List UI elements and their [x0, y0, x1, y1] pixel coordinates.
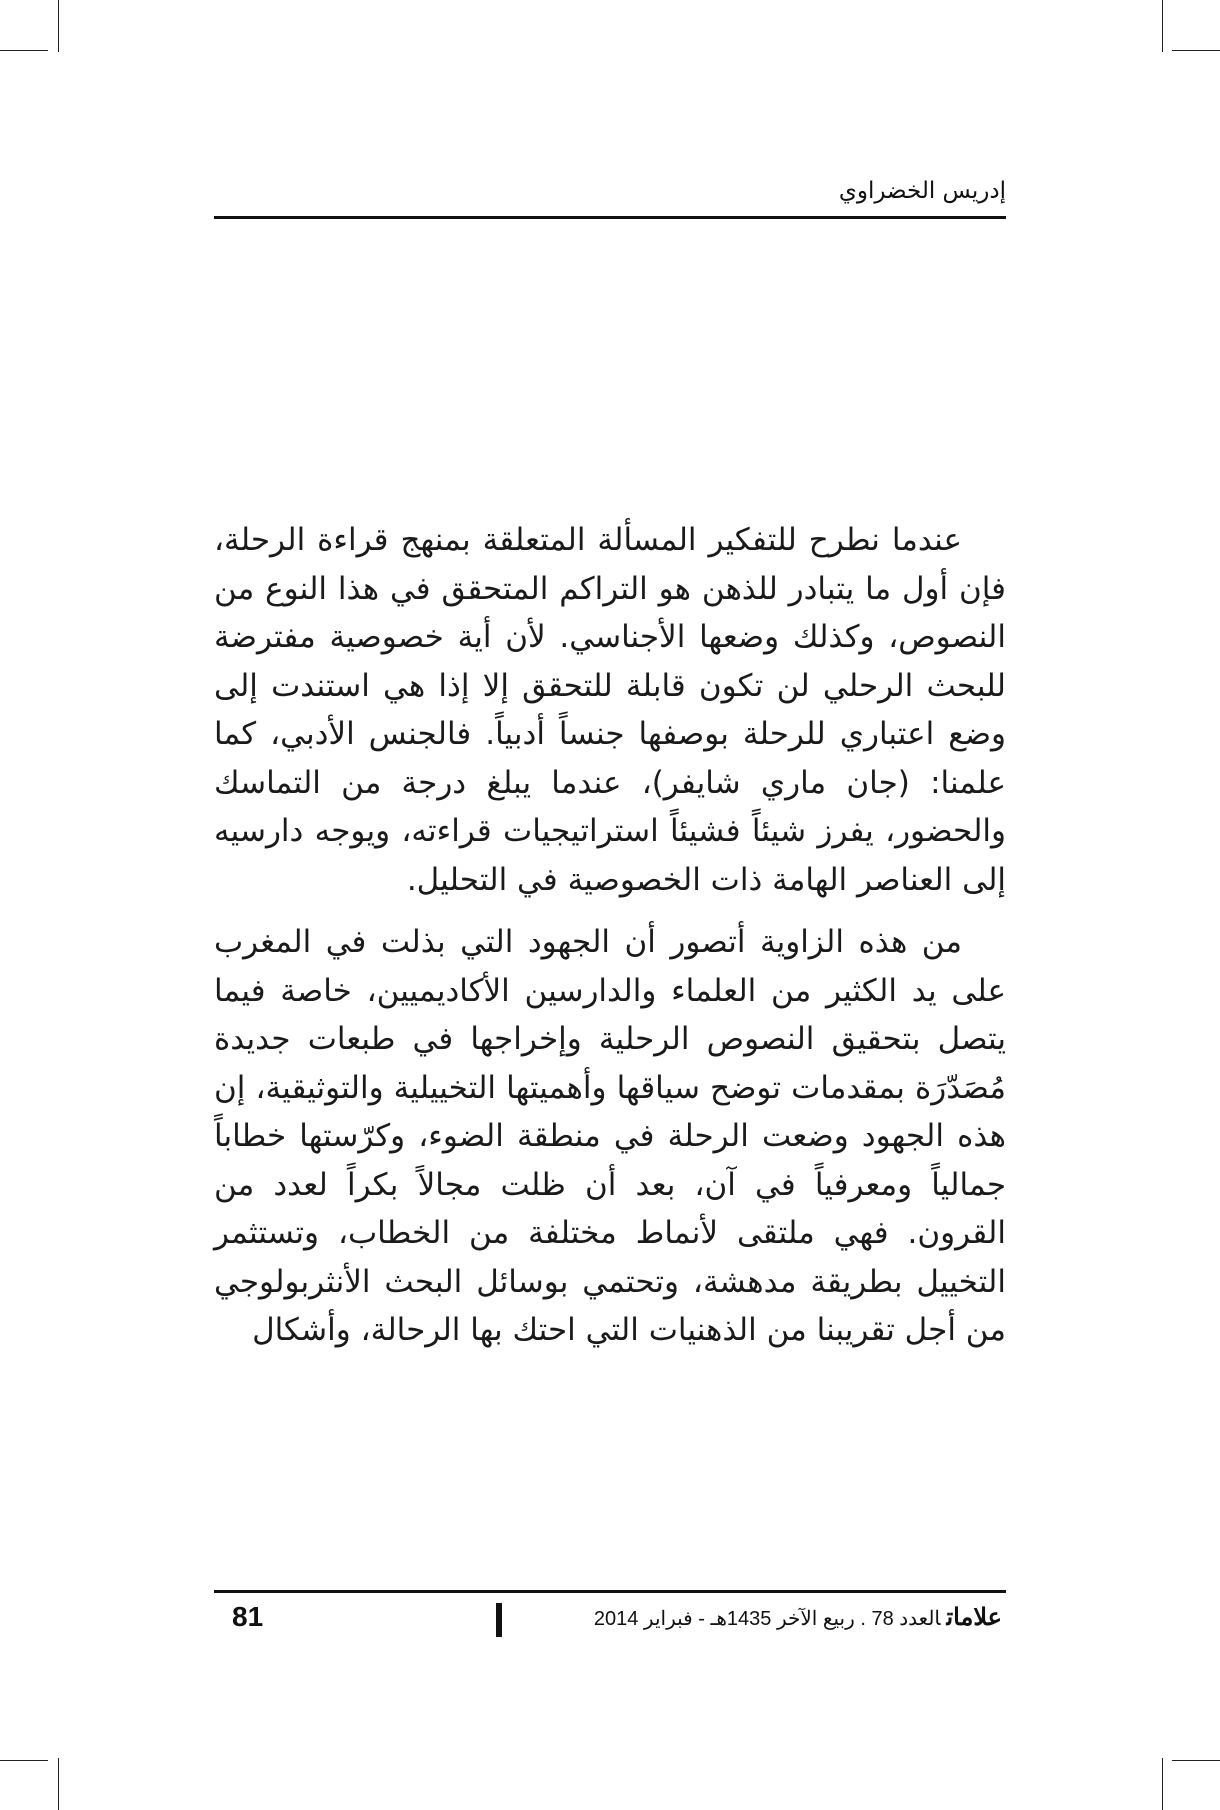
crop-mark	[58, 0, 59, 52]
crop-mark	[1162, 0, 1163, 52]
journal-name: علامات	[946, 1604, 1002, 1631]
header-author: إدريس الخضراوي	[838, 178, 1006, 204]
crop-mark	[1172, 1760, 1220, 1761]
paragraph: عندما نطرح للتفكير المسألة المتعلقة بمنهج قراءة الرحلة، فإن أول ما يتبادر للذهن هو التراكم المتحقق في هذا النوع من النصوص، وكذلك وضعها الأجناسي. لأن أية خصوصية مفترضة للبحث الرحلي لن تكون قابلة للتحقق إلا إذا هي استندت إلى وضع اعتباري للرحلة بوصفها جنساً أدبياً. فالجنس الأدبي، كما علمنا: (جان ماري شايفر)، عندما يبلغ درجة من التماسك والحضور، يفرز شيئاً فشيئاً استراتيجيات قراءته، ويوجه دارسيه إلى العناصر الهامة ذات الخصوصية في التحليل.	[214, 522, 1006, 898]
running-header	[214, 176, 1006, 219]
paragraph: من هذه الزاوية أتصور أن الجهود التي بذلت في المغرب على يد الكثير من العلماء والدارسين الأكاديميين، خاصة فيما يتصل بتحقيق النصوص الرحلية وإخراجها في طبعات جديدة مُصَدّرَة بمقدمات توضح سياقها وأهميتها التخييلية والتوثيقية، إن هذه الجهود وضعت الرحلة في منطقة الضوء، وكرّستها خطاباً جمالياً ومعرفياً في آن، بعد أن ظلت مجالاً بكراً لعدد من القرون. فهي ملتقى لأنماط مختلفة من الخطاب، وتستثمر التخييل بطريقة مدهشة، وتحتمي بوسائل البحث الأنثربولوجي من أجل تقريبنا من الذهنيات التي احتك بها الرحالة، وأشكال	[214, 924, 1006, 1348]
page-footer	[214, 1590, 1006, 1641]
crop-mark	[58, 1758, 59, 1810]
crop-mark	[0, 1760, 48, 1761]
issue-info: العدد 78 . ربيع الآخر 1435هـ - فبراير 2014	[593, 1608, 941, 1630]
crop-mark	[1172, 50, 1220, 51]
crop-mark	[0, 50, 48, 51]
crop-mark	[1162, 1758, 1163, 1810]
issue-info-line	[214, 1603, 1002, 1632]
article-body	[214, 516, 1006, 1355]
page-number: 81	[232, 1601, 264, 1632]
